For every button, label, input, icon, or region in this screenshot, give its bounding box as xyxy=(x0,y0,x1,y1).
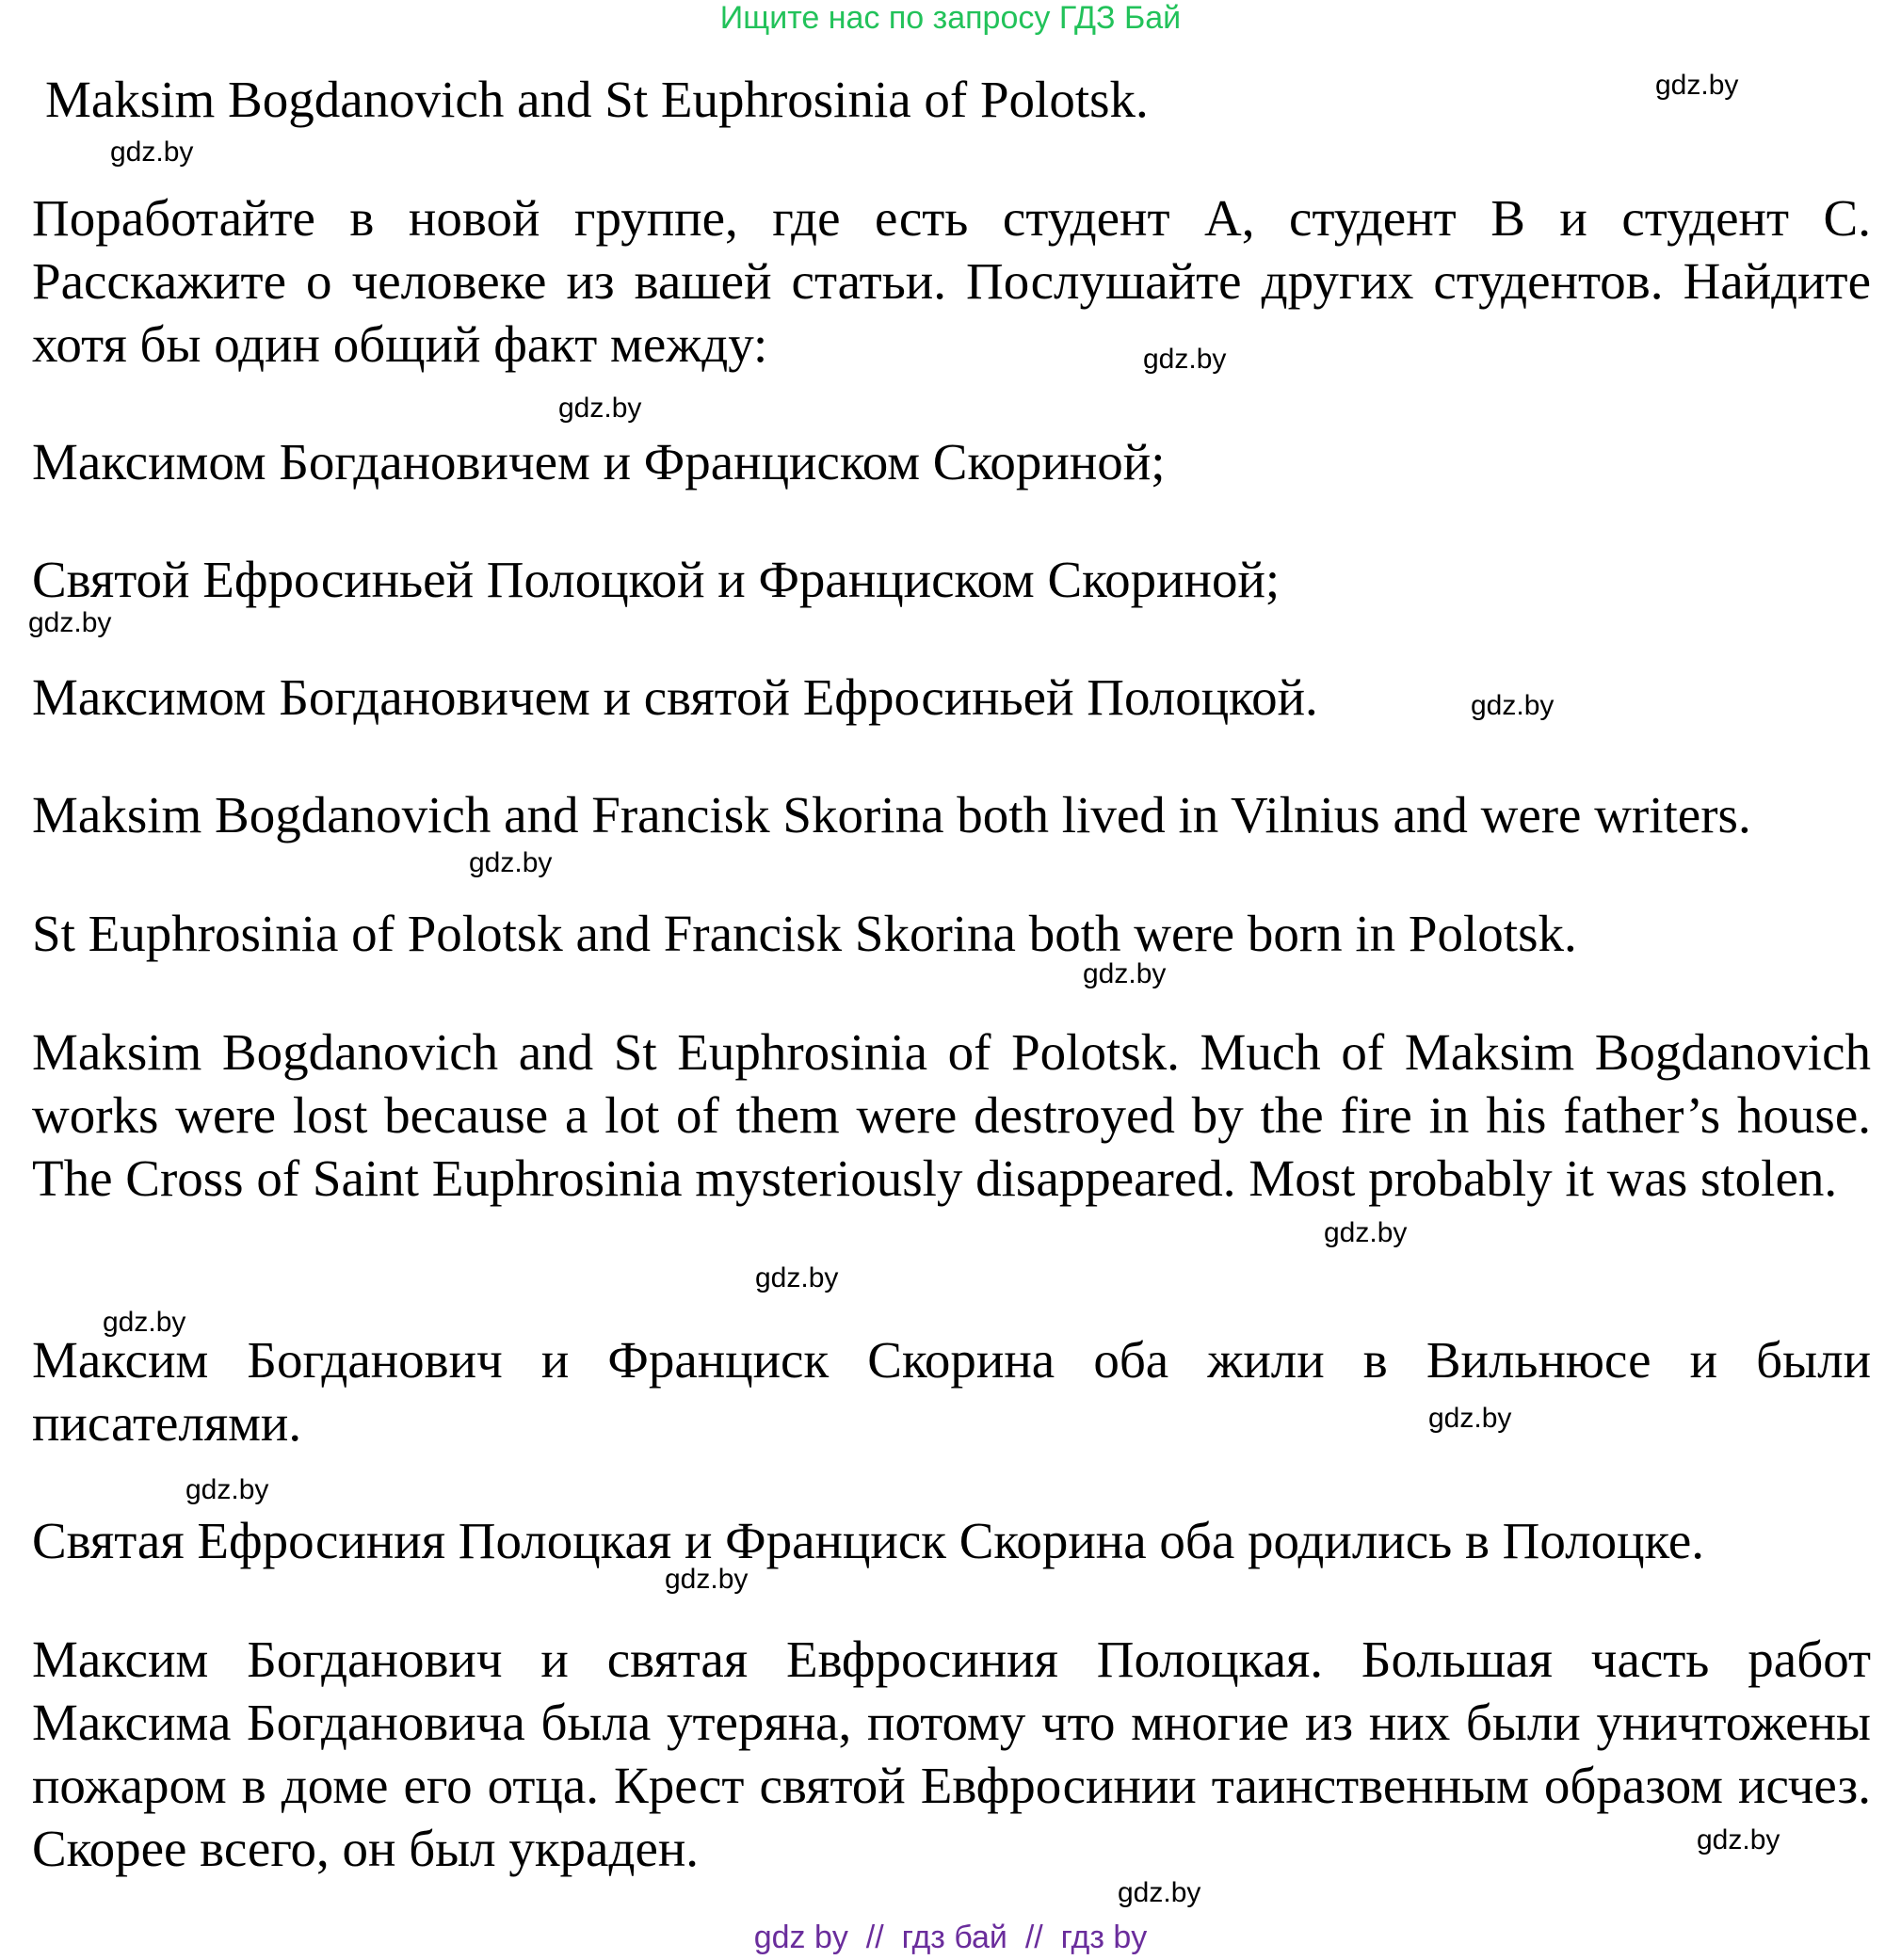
answer-1-en: Maksim Bogdanovich and Francisk Skorina both lived in Vilnius and were writers. xyxy=(32,786,1751,843)
watermark: gdz.by xyxy=(558,393,642,424)
watermark: gdz.by xyxy=(1697,1824,1780,1856)
watermark: gdz.by xyxy=(110,137,194,168)
watermark: gdz.by xyxy=(469,847,553,878)
instruction-paragraph: Поработайте в новой группе, где есть студент А, студент В и студент С. Расскажите о человеке из вашей статьи. Послушайте других студентов. Найдите хотя бы один общий факт между: xyxy=(32,189,1871,373)
answer-3-ru: Максим Богданович и святая Евфросиния Полоцкая. Большая часть работ Максима Богдановича была утеряна, потому что многие из них были уничтожены пожаром в доме его отца. Крест святой Евфросинии таинственным образом исчез. Скорее всего, он был украден. xyxy=(32,1631,1871,1877)
watermark: gdz.by xyxy=(1655,70,1739,101)
watermark: gdz.by xyxy=(1083,958,1167,989)
heading: Maksim Bogdanovich and St Euphrosinia of Polotsk. xyxy=(45,71,1149,128)
watermark: gdz.by xyxy=(185,1474,269,1505)
watermark: gdz.by xyxy=(103,1307,186,1338)
watermark: gdz.by xyxy=(1324,1217,1408,1248)
watermark: gdz.by xyxy=(1143,344,1227,375)
answer-2-en: St Euphrosinia of Polotsk and Francisk Skorina both were born in Polotsk. xyxy=(32,905,1577,962)
pair-bogdanovich-euphrosinia: Максимом Богдановичем и святой Ефросиньей Полоцкой. xyxy=(32,668,1318,726)
answer-1-ru: Максим Богданович и Франциск Скорина оба жили в Вильнюсе и были писателями. xyxy=(32,1331,1871,1452)
watermark: gdz.by xyxy=(1471,690,1555,721)
answer-2-ru: Святая Ефросиния Полоцкая и Франциск Скорина оба родились в Полоцке. xyxy=(32,1512,1705,1569)
watermark: gdz.by xyxy=(1118,1877,1201,1908)
watermark: gdz.by xyxy=(755,1262,839,1293)
pair-euphrosinia-skorina: Святой Ефросиньей Полоцкой и Франциском Скориной; xyxy=(32,551,1281,608)
watermark: gdz.by xyxy=(28,607,112,638)
footer-banner: gdz by // гдз бай // гдз by xyxy=(753,1920,1148,1955)
answer-3-en: Maksim Bogdanovich and St Euphrosinia of Polotsk. Much of Maksim Bogdanovich works were lost because a lot of them were destroyed by the fire in his father’s house. The Cross of Saint Euphrosinia mysteriously disappeared. Most probably it was stolen. xyxy=(32,1023,1871,1207)
top-banner: Ищите нас по запросу ГДЗ Бай xyxy=(719,0,1182,36)
watermark: gdz.by xyxy=(665,1564,749,1595)
watermark: gdz.by xyxy=(1428,1403,1512,1434)
pair-bogdanovich-skorina: Максимом Богдановичем и Франциском Скориной; xyxy=(32,433,1166,490)
